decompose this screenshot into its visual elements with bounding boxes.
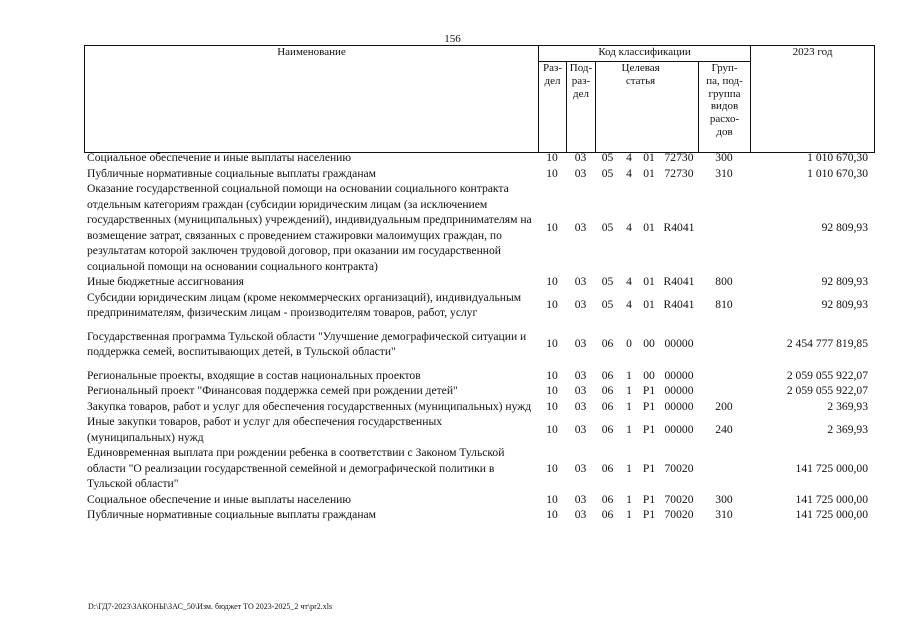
row-subsection: 03 xyxy=(574,384,587,397)
row-name: Региональные проекты, входящие в состав национальных проектов xyxy=(87,368,421,382)
row-event: 01 xyxy=(643,220,655,234)
row-direction: 70020 xyxy=(664,492,694,506)
row-amount: 92 809,93 xyxy=(821,275,868,288)
row-subprogram: 4 xyxy=(626,298,632,312)
row-section: 10 xyxy=(546,384,558,397)
row-direction: 72730 xyxy=(664,151,694,164)
row-amount: 141 725 000,00 xyxy=(795,461,868,475)
row-amount: 141 725 000,00 xyxy=(795,508,868,521)
row-expense-group xyxy=(698,383,750,399)
row-subprogram: 1 xyxy=(626,368,632,382)
row-program: 06 xyxy=(601,337,614,351)
budget-table xyxy=(84,150,874,523)
header-code-group: Код классификации xyxy=(539,46,751,62)
table-row xyxy=(84,399,874,415)
table-row xyxy=(84,274,874,290)
row-subsection: 03 xyxy=(574,275,587,288)
row-subprogram: 1 xyxy=(626,492,632,506)
row-direction: 00000 xyxy=(664,422,694,436)
header-section: Раз- дел xyxy=(539,62,567,153)
row-subprogram: 1 xyxy=(626,461,632,475)
table-row xyxy=(84,368,874,384)
footer-file-path: D:\ГД7-2023\ЗАКОНЫ\ЗАС_50\Изм. бюджет ТО 2023-2025_2 чт\pr2.xls xyxy=(88,602,333,611)
row-program: 05 xyxy=(601,275,614,288)
row-amount: 92 809,93 xyxy=(821,298,868,312)
row-subprogram: 4 xyxy=(626,166,632,180)
row-subsection: 03 xyxy=(574,461,587,475)
row-subprogram: 1 xyxy=(626,422,632,436)
row-name: Социальное обеспечение и иные выплаты населению xyxy=(87,492,352,506)
row-subsection: 03 xyxy=(574,399,587,413)
row-subsection: 03 xyxy=(574,422,587,436)
row-name: Оказание государственной социальной помощи на основании социального контракта отдельным категориям граждан (субсидии юридическим лицам (за исключением государственных (муниципальных) учреждений), индивидуальным предпринимателям на возмещение затрат, связанных с проведением стажировки малоимущих граждан, по результатам которой заключен трудовой договор, при оказании им государственной социальной помощи на основании социального контракта) xyxy=(87,182,532,273)
row-section: 10 xyxy=(546,422,558,436)
row-direction: 70020 xyxy=(664,508,694,521)
table-row xyxy=(84,492,874,508)
row-amount: 2 059 055 922,07 xyxy=(786,384,868,397)
header-target-article: Целевая статья xyxy=(621,62,661,153)
row-amount: 1 010 670,30 xyxy=(807,166,868,180)
row-expense-group: 300 xyxy=(715,492,733,506)
row-section: 10 xyxy=(546,151,558,164)
header-year: 2023 год xyxy=(751,46,875,153)
row-event: P1 xyxy=(642,508,656,521)
row-expense-group: 810 xyxy=(715,298,733,312)
row-direction: 70020 xyxy=(664,461,694,475)
row-expense-group: 240 xyxy=(715,422,733,436)
row-program: 05 xyxy=(601,298,614,312)
row-program: 06 xyxy=(601,492,614,506)
row-amount: 141 725 000,00 xyxy=(795,492,868,506)
row-direction: 00000 xyxy=(664,384,694,397)
row-subprogram: 1 xyxy=(626,384,632,397)
row-amount: 2 369,93 xyxy=(827,399,868,413)
row-section: 10 xyxy=(546,220,558,234)
row-amount: 92 809,93 xyxy=(821,220,868,234)
table-row xyxy=(84,181,874,274)
table-row xyxy=(84,507,874,523)
row-direction: R4041 xyxy=(663,298,695,312)
row-subsection: 03 xyxy=(574,492,587,506)
row-program: 05 xyxy=(601,220,614,234)
row-event: 01 xyxy=(643,151,655,164)
row-name: Единовременная выплата при рождении ребенка в соответствии с Законом Тульской области "О реализации государственной семейной и демографической политики в Тульской области" xyxy=(87,446,505,490)
row-expense-group xyxy=(698,181,750,274)
row-spacer xyxy=(84,321,874,329)
row-section: 10 xyxy=(546,337,558,351)
row-name: Иные закупки товаров, работ и услуг для обеспечения государственных (муниципальных) нужд xyxy=(87,415,443,444)
row-program: 06 xyxy=(601,399,614,413)
row-direction: R4041 xyxy=(663,275,695,288)
table-row xyxy=(84,290,874,321)
table-header xyxy=(84,45,875,153)
header-name: Наименование xyxy=(85,46,539,153)
row-event: P1 xyxy=(642,422,656,436)
row-subsection: 03 xyxy=(574,298,587,312)
row-amount: 2 454 777 819,85 xyxy=(786,337,868,351)
row-amount: 2 369,93 xyxy=(827,422,868,436)
row-program: 06 xyxy=(601,508,614,521)
row-name: Иные бюджетные ассигнования xyxy=(87,275,244,288)
row-expense-group: 200 xyxy=(715,399,733,413)
row-section: 10 xyxy=(546,492,558,506)
row-section: 10 xyxy=(546,298,558,312)
table-row xyxy=(84,445,874,492)
row-expense-group xyxy=(698,368,750,384)
row-direction: 72730 xyxy=(664,166,694,180)
row-amount: 1 010 670,30 xyxy=(807,151,868,164)
row-program: 06 xyxy=(601,422,614,436)
table-row xyxy=(84,150,874,166)
row-event: 01 xyxy=(643,298,655,312)
row-subprogram: 1 xyxy=(626,508,632,521)
row-direction: 00000 xyxy=(664,337,694,351)
row-section: 10 xyxy=(546,166,558,180)
row-direction: 00000 xyxy=(664,399,694,413)
row-event: P1 xyxy=(642,461,656,475)
row-event: 00 xyxy=(643,368,655,382)
row-section: 10 xyxy=(546,461,558,475)
row-program: 05 xyxy=(601,166,614,180)
row-subprogram: 4 xyxy=(626,151,632,164)
row-spacer xyxy=(84,360,874,368)
row-section: 10 xyxy=(546,399,558,413)
row-subprogram: 0 xyxy=(626,337,632,351)
row-subprogram: 4 xyxy=(626,220,632,234)
row-subprogram: 1 xyxy=(626,399,632,413)
row-event: P1 xyxy=(642,384,656,397)
row-expense-group: 310 xyxy=(715,508,733,521)
row-program: 06 xyxy=(601,461,614,475)
table-row xyxy=(84,329,874,360)
row-name: Публичные нормативные социальные выплаты гражданам xyxy=(87,166,376,180)
row-direction: R4041 xyxy=(663,220,695,234)
row-expense-group xyxy=(698,329,750,360)
row-event: P1 xyxy=(642,399,656,413)
row-program: 06 xyxy=(601,384,614,397)
row-event: 00 xyxy=(643,337,655,351)
header-subsection: Под- раз- дел xyxy=(567,62,596,153)
row-program: 05 xyxy=(601,151,614,164)
row-event: P1 xyxy=(642,492,656,506)
row-section: 10 xyxy=(546,508,558,521)
row-expense-group xyxy=(698,445,750,492)
table-row xyxy=(84,383,874,399)
table-row xyxy=(84,166,874,182)
row-name: Государственная программа Тульской области "Улучшение демографической ситуации и поддержка семей, воспитывающих детей, в Тульской области" xyxy=(87,329,527,358)
row-name: Социальное обеспечение и иные выплаты населению xyxy=(87,151,352,164)
row-section: 10 xyxy=(546,275,558,288)
row-expense-group: 800 xyxy=(715,275,733,288)
row-program: 06 xyxy=(601,368,614,382)
header-target-article-gap xyxy=(661,62,699,153)
row-subsection: 03 xyxy=(574,337,587,351)
row-event: 01 xyxy=(643,166,655,180)
row-event: 01 xyxy=(643,275,655,288)
row-name: Публичные нормативные социальные выплаты гражданам xyxy=(87,508,376,521)
row-name: Закупка товаров, работ и услуг для обеспечения государственных (муниципальных) нужд xyxy=(87,399,532,413)
header-target-article-gap xyxy=(596,62,621,153)
row-expense-group: 300 xyxy=(715,151,733,164)
page-number: 156 xyxy=(444,33,461,45)
row-subsection: 03 xyxy=(574,220,587,234)
table-row xyxy=(84,414,874,445)
row-subsection: 03 xyxy=(574,508,587,521)
row-name: Региональный проект "Финансовая поддержка семей при рождении детей" xyxy=(87,384,458,397)
row-subsection: 03 xyxy=(574,166,587,180)
row-name: Субсидии юридическим лицам (кроме некоммерческих организаций), индивидуальным предпринимателям, физическим лицам - производителям товаров, работ, услуг xyxy=(87,290,522,319)
row-subsection: 03 xyxy=(574,368,587,382)
row-subsection: 03 xyxy=(574,151,587,164)
row-direction: 00000 xyxy=(664,368,694,382)
header-expense-group: Груп- па, под- группа видов расхо- дов xyxy=(699,62,751,153)
row-amount: 2 059 055 922,07 xyxy=(786,368,868,382)
row-section: 10 xyxy=(546,368,558,382)
row-subprogram: 4 xyxy=(626,275,632,288)
row-expense-group: 310 xyxy=(715,166,733,180)
